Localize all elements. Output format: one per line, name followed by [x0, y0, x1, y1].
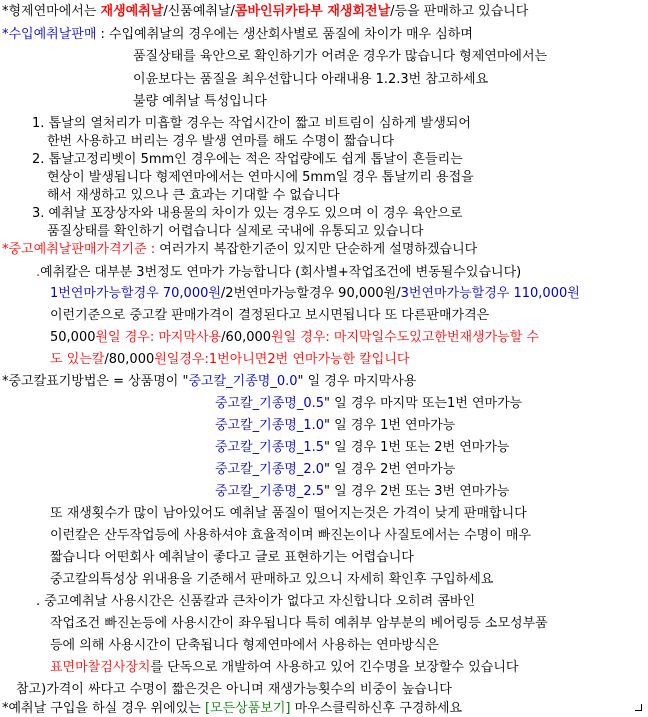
notation-desc: " 일 경우 마지막 또는1번 연마가능 [324, 396, 523, 411]
notation-code: 중고칼_기종명_1.0 [215, 418, 325, 433]
notation-row-0 [2, 373, 416, 390]
intro-combine-blade: 콤바인뒤카타부 재생회전날 [234, 4, 391, 19]
notation-row-4 [215, 461, 455, 478]
import-blade-line3: 이윤보다는 품질을 최우선합니다 아래내용 1.2.3번 참고하세요 [133, 72, 489, 87]
intro-regen-blade: 재생예취날 [100, 4, 164, 19]
surface-friction-device: 표면마찰검사장치 [50, 660, 151, 675]
used-price-text1: 예취칼은 대부분 3번정도 연마가 가능합니다 (회사별+작업조건에 변동될수있습니다) [40, 265, 522, 280]
note-line-2: 이런칼은 산두작업등에 사용하셔야 효율적이며 빠진논이나 사질토에서는 수명이 매우 [50, 528, 532, 543]
notation-row-3 [215, 439, 510, 456]
import-blade-label: *수입예취날판매 [2, 27, 97, 42]
purchase-suffix: 마우스클릭하신후 구경하세요 [290, 701, 463, 716]
intro-line [2, 3, 528, 20]
notation-code: 중고칼_기종명_0.0 [188, 374, 298, 389]
all-products-link[interactable]: [모든상품보기] [204, 701, 291, 716]
intro-prefix: *형제연마에서는 [2, 4, 101, 19]
defect-3-line2: 품질상태를 확인하기 어렵습니다 실제로 국내에 유통되고 있습니다 [47, 224, 424, 239]
used-price-line2 [50, 285, 580, 302]
price-60k-desc: 원일 경우: 마지막일수도있고한번재생가능할 수 [271, 330, 539, 345]
price-2-polish: /2번연마가능할경우 90,000원/ [220, 286, 401, 301]
import-blade-line4: 불량 예취날 특성입니다 [133, 94, 267, 109]
used-price-label: *중고예취날판매가격기준 : [2, 242, 156, 257]
combine-line-4-rest: 를 단독으로 개발하여 사용하고 있어 긴수명을 보장할수 있습니다 [150, 660, 519, 675]
defect-2-line3: 해서 재생하고 있으나 큰 효과는 기대할 수 없습니다 [47, 188, 340, 203]
notation-row-2 [215, 417, 455, 434]
defect-2-line2: 현상이 발생됩니다 형제연마에서는 연마시에 5mm일 경우 톱날끼리 용접을 [47, 170, 474, 185]
notation-desc: " 일 경우 2번 연마가능 [324, 462, 456, 477]
reference-note: 참고)가격이 싸다고 수명이 짧은것은 아니며 재생가능횟수의 비중이 높습니다 [16, 682, 452, 697]
intro-suffix: /등을 판매하고 있습니다 [390, 4, 529, 19]
note-line-3: 짧습니다 어떤회사 예취날이 좋다고 글로 표현하기는 어렵습니다 [50, 550, 414, 565]
notation-desc: " 일 경우 1번 또는 2번 연마가능 [324, 440, 510, 455]
combine-line-2: 작업조건 빠진논등에 사용시간이 좌우됩니다 특히 예취부 암부분의 베어링등 소모성부품 [50, 616, 548, 631]
note-line-1: 또 재생횟수가 많이 남아있어도 예취날 품질이 떨어지는것은 가격이 낮게 판매합니다 [50, 506, 527, 521]
price-50k: 50,000 [50, 330, 96, 345]
intro-sep: /신품예취날/ [163, 4, 235, 19]
notation-label: *중고칼표기방법은 = 상품명이 " [2, 374, 189, 389]
price-60k-desc-cont: 도 있는칼 [50, 352, 105, 367]
defect-3-line1: 3. 예취날 포장상자와 내용물의 차이가 있는 경우도 있으며 이 경우 육안으로 [32, 206, 463, 221]
used-price-line1 [36, 264, 521, 281]
combine-line-1: . 중고예취날 사용시간은 신품칼과 큰차이가 없다고 자신합니다 오히려 콤바인 [36, 594, 476, 609]
used-price-line3: 이런기준으로 중고칼 판매가격이 결정된다고 보시면됩니다 또 다른판매가격은 [50, 308, 490, 323]
purchase-line [2, 700, 462, 717]
import-blade-text1: : 수입예취날의 경우에는 생산회사별로 품질에 차이가 매우 심하며 [96, 27, 473, 42]
price-50k-desc: 원일 경우: 마지막사용 [95, 330, 222, 345]
combine-line-4 [50, 659, 518, 676]
price-60k: /60,000 [221, 330, 272, 345]
notation-desc: " 일 경우 2번 또는 3번 연마가능 [324, 484, 510, 499]
notation-code: 중고칼_기종명_2.5 [215, 484, 325, 499]
notation-code: 중고칼_기종명_2.0 [215, 462, 325, 477]
used-price-header [2, 241, 477, 258]
notation-desc: " 일 경우 마지막사용 [297, 374, 417, 389]
note-line-4: 중고칼의특성상 위내용을 기준해서 판매하고 있으니 자세히 확인후 구입하세요 [50, 572, 494, 587]
notation-row-1 [215, 395, 522, 412]
used-price-line5 [50, 351, 409, 368]
used-price-line4 [50, 329, 539, 346]
price-3-polish: 3번연마가능할경우 110,000원 [400, 286, 580, 301]
notation-desc: " 일 경우 1번 연마가능 [324, 418, 456, 433]
purchase-prefix: *예취날 구입을 하실 경우 위에있는 [2, 701, 205, 716]
import-blade-line1 [2, 26, 473, 43]
notation-row-5 [215, 483, 510, 500]
defect-1-line2: 한번 사용하고 버리는 경우 발생 연마를 해도 수명이 짧습니다 [47, 134, 395, 149]
defect-1-line1: 1. 톱날의 열처리가 미흡할 경우는 작업시간이 짧고 비트림이 심하게 발생되어 [32, 116, 471, 131]
used-price-dot: . [36, 265, 41, 280]
used-price-desc: 여러가지 복잡한기준이 있지만 단순하게 설명하겠습니다 [155, 242, 478, 257]
price-1-polish: 1번연마가능할경우 70,000원 [50, 286, 221, 301]
price-80k: /80,000 [104, 352, 155, 367]
import-blade-line2: 품질상태를 육안으로 확인하기가 어려운 경우가 많습니다 형제연마에서는 [133, 49, 548, 64]
notation-code: 중고칼_기종명_0.5 [215, 396, 325, 411]
price-80k-desc: 원일경우:1번아니면2번 연마가능한 칼입니다 [154, 352, 410, 367]
corner-mark [635, 704, 642, 711]
defect-2-line1: 2. 톱날고정리벳이 5mm인 경우에는 적은 작업량에도 쉽게 톱날이 흔들리는 [32, 152, 463, 167]
notation-code: 중고칼_기종명_1.5 [215, 440, 325, 455]
combine-line-3: 등에 의해 사용시간이 단축됩니다 형제연마에서 사용하는 연마방식은 [50, 638, 439, 653]
